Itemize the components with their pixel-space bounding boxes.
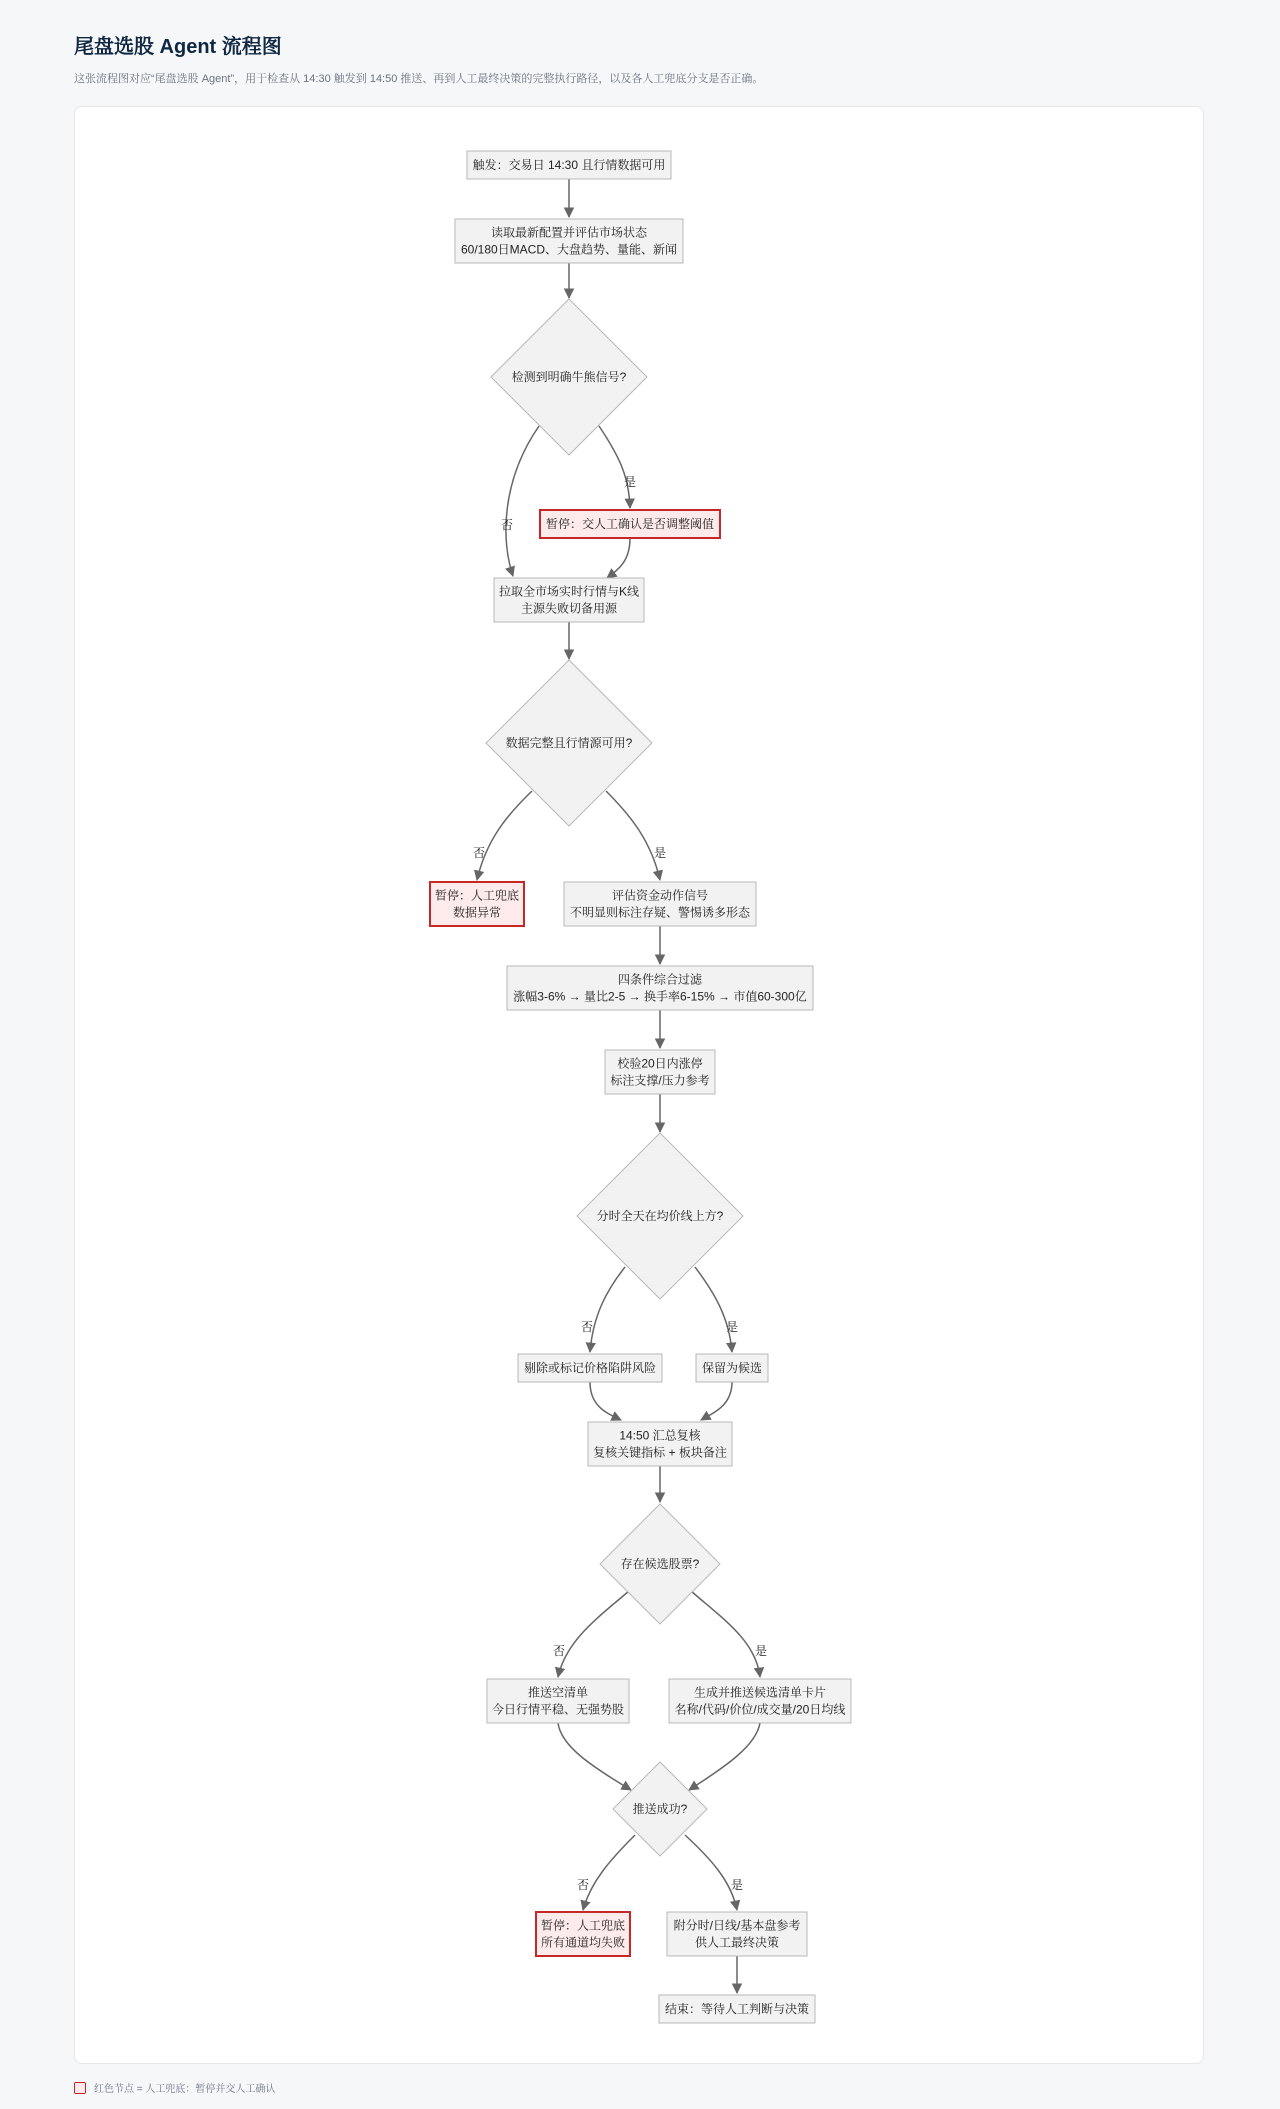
edge-label-yes: 是 (623, 475, 637, 489)
flow-edge (590, 1382, 621, 1420)
node-label-line: 校验20日内涨停 (617, 1056, 703, 1071)
node-label-line: 暂停：人工兜底 (434, 888, 520, 903)
edge-arrow (691, 1591, 760, 1677)
edge-label-no: 否 (472, 846, 486, 860)
node-label-line: 数据完整且行情源可用? (505, 736, 633, 750)
node-label-line: 检测到明确牛熊信号? (511, 370, 627, 384)
edge-arrow (606, 791, 660, 880)
edge-label-no: 否 (576, 1878, 590, 1892)
edge-arrow (685, 1835, 737, 1910)
node-label-line: 结束：等待人工判断与决策 (664, 2002, 810, 2016)
node-bull-bear (491, 299, 647, 455)
flow-edge (577, 1835, 635, 1910)
page-subtitle: 这张流程图对应“尾盘选股 Agent”，用于检查从 14:30 触发到 14:50 推送、再到人工最终决策的完整执行路径，以及各人工兜底分支是否正确。 (74, 73, 764, 85)
page-title: 尾盘选股 Agent 流程图 (74, 36, 282, 58)
node-label-line: 存在候选股票? (620, 1557, 700, 1571)
node-end (659, 1995, 815, 2023)
edge-label-yes: 是 (754, 1644, 768, 1658)
node-attach (667, 1912, 807, 1956)
edge-arrow (599, 426, 630, 508)
node-label-line: 暂停：人工兜底 (540, 1918, 626, 1933)
flow-edge (558, 1723, 631, 1790)
flowchart-card (74, 106, 1204, 2064)
edge-label-yes: 是 (725, 1320, 739, 1334)
node-trigger (467, 151, 671, 179)
node-label-line: 读取最新配置并评估市场状态 (490, 225, 648, 240)
node-label-line: 60/180日MACD、大盘趋势、量能、新闻 (460, 242, 678, 257)
flow-edge (689, 1723, 760, 1790)
node-label-line: 复核关键指标 + 板块备注 (593, 1445, 727, 1460)
flow-edge (606, 791, 666, 880)
flow-edge (691, 1591, 767, 1677)
flow-edge (695, 1267, 738, 1352)
node-label-line: 14:50 汇总复核 (619, 1428, 701, 1443)
flow-edge (599, 426, 636, 508)
node-label-line: 触发：交易日 14:30 且行情数据可用 (472, 158, 666, 172)
node-label-line: 今日行情平稳、无强势股 (491, 1702, 625, 1717)
node-limit-up (605, 1050, 715, 1094)
node-keep (696, 1354, 768, 1382)
node-data-complete (486, 660, 652, 826)
node-label-line: 生成并推送候选清单卡片 (693, 1685, 827, 1700)
edge-arrow (689, 1723, 760, 1790)
node-label-line: 推送空清单 (527, 1685, 589, 1700)
node-label-line: 附分时/日线/基本盘参考 (673, 1918, 801, 1933)
node-above-avg (577, 1133, 743, 1299)
edge-arrow (506, 426, 539, 576)
node-fund-signal (564, 882, 756, 926)
node-label-line: 评估资金动作信号 (611, 888, 709, 903)
node-review (588, 1422, 732, 1466)
node-pause-threshold (540, 510, 720, 538)
flow-edge (701, 1382, 732, 1420)
legend-swatch-icon (74, 2082, 86, 2094)
flow-edge (553, 1591, 629, 1677)
node-label-line: 所有通道均失败 (540, 1935, 626, 1950)
legend (74, 2080, 275, 2095)
flow-edge (501, 426, 539, 576)
edge-arrow (477, 791, 532, 880)
flowchart-nodes (430, 151, 851, 2023)
flow-edge (607, 538, 630, 578)
node-label-line: 涨幅3-6% → 量比2-5 → 换手率6-15% → 市值60-300亿 (513, 989, 807, 1004)
edge-arrow (558, 1591, 629, 1677)
edge-label-yes: 是 (653, 846, 667, 860)
flow-edge (581, 1267, 625, 1352)
edge-arrow (583, 1835, 635, 1910)
node-push-cards (669, 1679, 851, 1723)
node-label-line: 名称/代码/价位/成交量/20日均线 (674, 1702, 846, 1717)
node-pause-data (430, 882, 524, 926)
node-read-config (455, 219, 683, 263)
node-label-line: 推送成功? (632, 1802, 688, 1816)
node-four-filter (507, 966, 813, 1010)
node-label-line: 标注支撑/压力参考 (610, 1073, 710, 1088)
node-label-line: 不明显则标注存疑、警惕诱多形态 (569, 905, 751, 920)
node-pause-push (536, 1912, 630, 1956)
edge-arrow (590, 1267, 625, 1352)
edge-arrow (558, 1723, 631, 1790)
node-push-empty (487, 1679, 629, 1723)
node-label-line: 主源失败切备用源 (520, 601, 618, 616)
node-has-candidates (600, 1504, 720, 1624)
legend-label: 红色节点 = 人工兜底：暂停并交人工确认 (94, 2084, 276, 2095)
node-fetch-market (494, 578, 644, 622)
edge-arrow (701, 1382, 732, 1420)
node-remove (518, 1354, 662, 1382)
flow-edge (473, 791, 532, 880)
edge-label-no: 否 (552, 1644, 566, 1658)
edge-label-no: 否 (500, 518, 514, 532)
edge-label-no: 否 (580, 1320, 594, 1334)
node-label-line: 拉取全市场实时行情与K线 (498, 584, 640, 599)
node-label-line: 数据异常 (452, 905, 502, 920)
node-label-line: 保留为候选 (701, 1361, 763, 1375)
edge-arrow (607, 538, 630, 578)
flow-edge (685, 1835, 743, 1910)
node-label-line: 供人工最终决策 (694, 1935, 780, 1950)
node-label-line: 分时全天在均价线上方? (596, 1209, 724, 1223)
edge-arrow (590, 1382, 621, 1420)
flowchart (75, 107, 1205, 2065)
edge-label-yes: 是 (730, 1878, 744, 1892)
node-label-line: 暂停：交人工确认是否调整阈值 (545, 517, 715, 531)
node-label-line: 四条件综合过滤 (617, 972, 703, 987)
edge-arrow (695, 1267, 732, 1352)
node-label-line: 剔除或标记价格陷阱风险 (523, 1361, 657, 1375)
